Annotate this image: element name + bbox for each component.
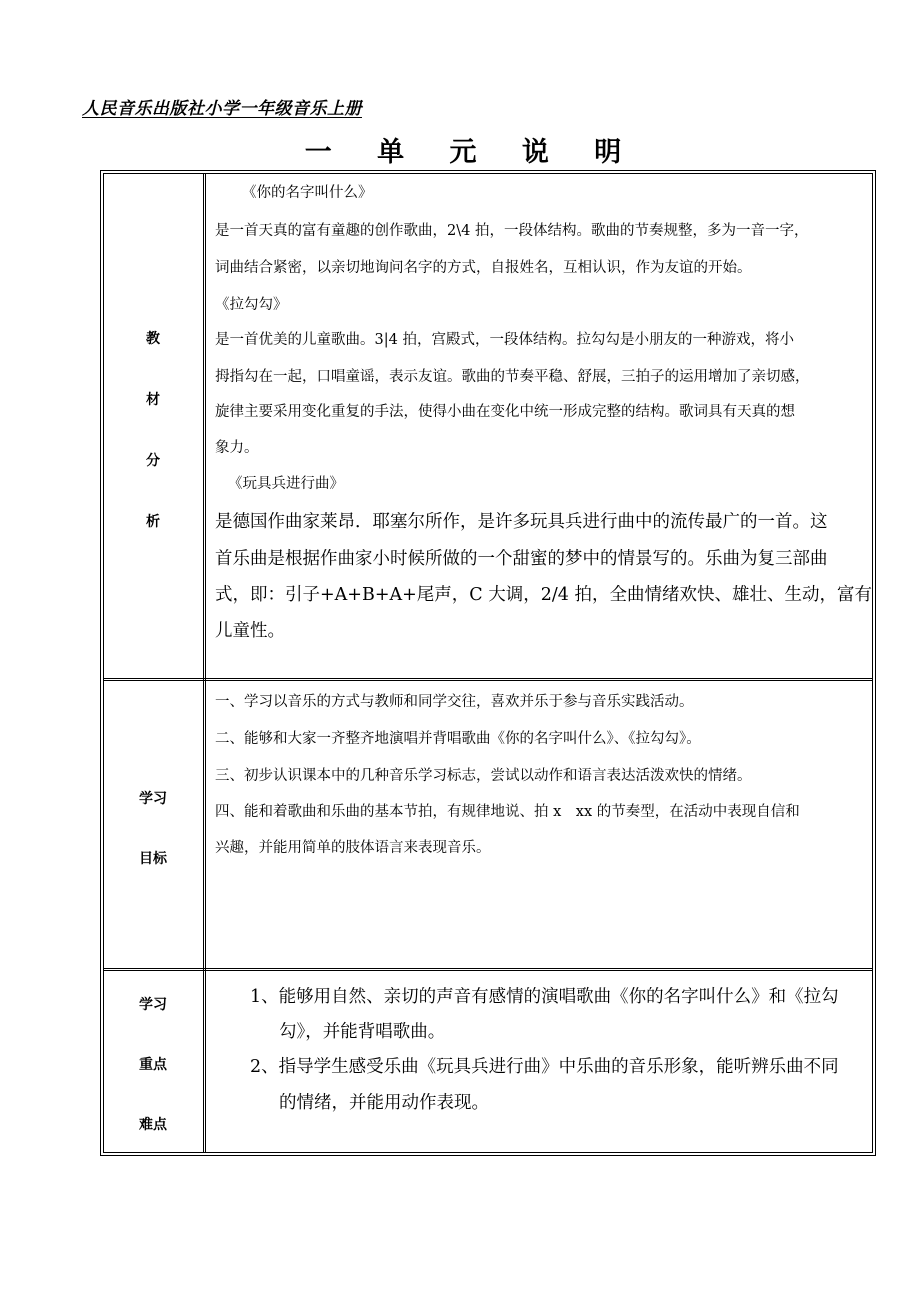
song-title-2: 《拉勾勾》: [215, 297, 288, 313]
section-label-zhongdian: 重点: [139, 1057, 167, 1073]
key-point-line: 的情绪，并能用动作表现。: [279, 1093, 489, 1113]
goal-line: 三、初步认识课本中的几种音乐学习标志，尝试以动作和语言表达活泼欢快的情绪。: [215, 768, 752, 784]
key-point-line: 勾》，并能背唱歌曲。: [279, 1022, 446, 1042]
analysis-line: 首乐曲是根据作曲家小时候所做的一个甜蜜的梦中的情景写的。乐曲为复三部曲: [215, 549, 828, 569]
goal-line: 一、学习以音乐的方式与教师和同学交往，喜欢并乐于参与音乐实践活动。: [215, 694, 694, 710]
section-label-nandian: 难点: [139, 1117, 167, 1133]
song-title-3: 《玩具兵进行曲》: [228, 476, 344, 492]
section-label-jiao: 教: [146, 331, 160, 347]
analysis-line: 象力。: [215, 440, 259, 456]
analysis-line: 旋律主要采用变化重复的手法，使得小曲在变化中统一形成完整的结构。歌词具有天真的想: [215, 404, 795, 420]
page-title: 一 单 元 说 明: [304, 137, 640, 168]
analysis-line: 是德国作曲家莱昂．耶塞尔所作，是许多玩具兵进行曲中的流传最广的一首。这: [215, 512, 828, 532]
goal-line: 二、能够和大家一齐整齐地演唱并背唱歌曲《你的名字叫什么》、《拉勾勾》。: [215, 731, 701, 747]
publisher-header: 人民音乐出版社小学一年级音乐上册: [82, 99, 362, 119]
goal-line: 兴趣，并能用简单的肢体语言来表现音乐。: [215, 840, 491, 856]
section-label-xi: 析: [146, 514, 160, 530]
section-label-cai: 材: [146, 392, 160, 408]
section-label-xuexi-2: 学习: [139, 997, 167, 1013]
key-point-line: 1、能够用自然、亲切的声音有感情的演唱歌曲《你的名字叫什么》和《拉勾: [250, 987, 839, 1007]
row-divider-1: [103, 678, 873, 681]
analysis-line: 是一首优美的儿童歌曲。3|4 拍，宫殿式，一段体结构。拉勾勾是小朋友的一种游戏，将小: [215, 332, 794, 348]
analysis-line: 儿童性。: [215, 621, 285, 641]
column-divider: [203, 173, 206, 1153]
row-divider-2: [103, 968, 873, 971]
song-title-1: 《你的名字叫什么》: [242, 185, 373, 201]
section-label-fen: 分: [146, 453, 160, 469]
analysis-line: 词曲结合紧密，以亲切地询问名字的方式，自报姓名，互相认识，作为友谊的开始。: [215, 260, 752, 276]
section-label-mubiao: 目标: [139, 851, 167, 867]
analysis-line: 是一首天真的富有童趣的创作歌曲，2\4 拍，一段体结构。歌曲的节奏规整，多为一音一字，: [215, 223, 809, 239]
analysis-line: 拇指勾在一起，口唱童谣，表示友谊。歌曲的节奏平稳、舒展，三拍子的运用增加了亲切感，: [215, 369, 810, 385]
key-point-line: 2、指导学生感受乐曲《玩具兵进行曲》中乐曲的音乐形象，能听辨乐曲不同: [250, 1057, 839, 1077]
section-label-xuexi: 学习: [139, 791, 167, 807]
goal-line: 四、能和着歌曲和乐曲的基本节拍，有规律地说、拍 x xx 的节奏型，在活动中表现自信和: [215, 804, 800, 820]
analysis-line: 式，即：引子+A+B+A+尾声，C 大调，2/4 拍，全曲情绪欢快、雄壮、生动，富有: [215, 585, 872, 605]
